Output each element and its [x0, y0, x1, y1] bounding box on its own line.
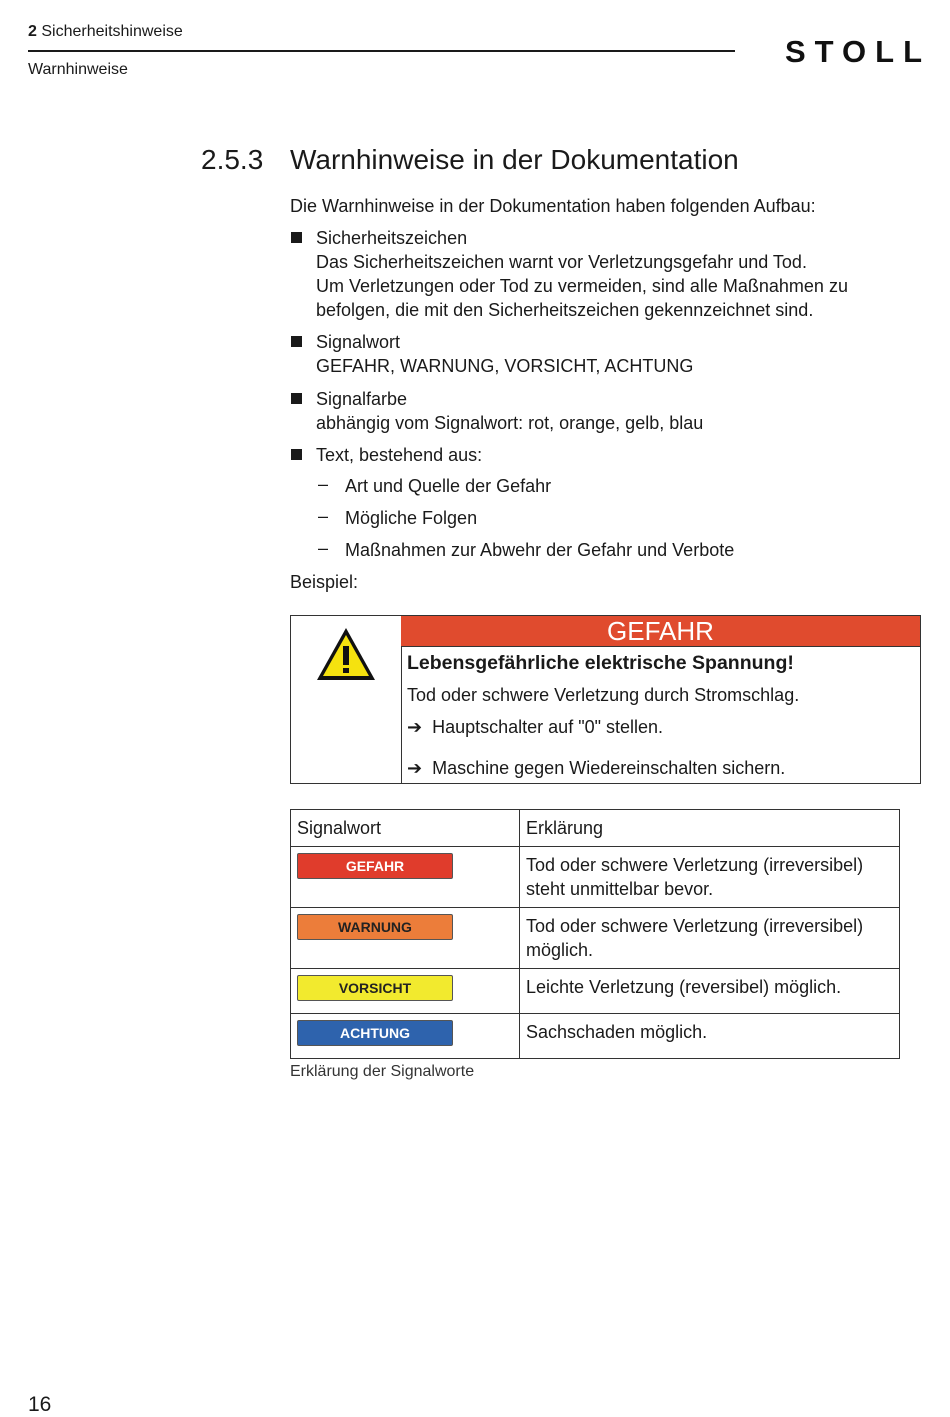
subitem: Mögliche Folgen — [345, 508, 478, 528]
arrow-right-icon: ➔ — [407, 717, 423, 737]
explanation-line: Leichte Verletzung (reversibel) möglich. — [526, 977, 842, 997]
chapter-title: Sicherheitshinweise — [41, 23, 183, 40]
table-header-row — [291, 810, 900, 847]
explanation-cell — [520, 969, 900, 1014]
bullet-line: befolgen, die mit den Sicherheitszeichen gekennzeichnet sind. — [316, 300, 814, 320]
explanation-line: Tod oder schwere Verletzung (irreversibel) — [526, 855, 864, 875]
table-row — [291, 969, 900, 1014]
signal-word-table — [290, 809, 900, 1059]
explanation-cell — [520, 1014, 900, 1059]
explanation-cell — [520, 847, 900, 908]
bullet-line: abhängig vom Signalwort: rot, orange, gelb, blau — [316, 413, 704, 433]
subitem: Art und Quelle der Gefahr — [345, 476, 552, 496]
bullet-title: Text, bestehend aus: — [316, 445, 483, 465]
bullet-square-icon — [291, 449, 302, 460]
section-title: Warnhinweise in der Dokumentation — [290, 144, 739, 175]
dash-icon: – — [318, 474, 329, 494]
bullet-text — [316, 443, 896, 467]
signal-badge-achtung: ACHTUNG — [297, 1020, 453, 1046]
warning-consequence: Tod oder schwere Verletzung durch Stromschlag. — [407, 685, 800, 705]
signal-badge-vorsicht: VORSICHT — [297, 975, 453, 1001]
dash-icon: – — [318, 506, 329, 526]
warning-box — [290, 615, 921, 784]
dash-icon: – — [318, 538, 329, 558]
bullet-line: Das Sicherheitszeichen warnt vor Verletzungsgefahr und Tod. — [316, 252, 807, 272]
signal-cell — [291, 847, 520, 908]
chapter-number: 2 — [28, 23, 37, 40]
signal-cell — [291, 908, 520, 969]
bullet-square-icon — [291, 393, 302, 404]
signal-cell — [291, 969, 520, 1014]
warning-action — [407, 758, 785, 779]
column-header: Erklärung — [520, 810, 900, 847]
table-row — [291, 908, 900, 969]
bullet-title: Signalfarbe — [316, 389, 408, 409]
intro-text: Die Warnhinweise in der Dokumentation haben folgenden Aufbau: — [290, 196, 816, 216]
bullet-line: Um Verletzungen oder Tod zu vermeiden, sind alle Maßnahmen zu — [316, 276, 848, 296]
warning-signal-word: GEFAHR — [401, 616, 920, 647]
bullet-signal-word — [316, 330, 896, 378]
arrow-right-icon: ➔ — [407, 758, 423, 778]
explanation-line: steht unmittelbar bevor. — [526, 879, 714, 899]
signal-badge-warnung: WARNUNG — [297, 914, 453, 940]
warning-action — [407, 717, 663, 738]
header-subtitle: Warnhinweise — [28, 61, 128, 78]
stoll-logo: STOLL — [785, 34, 932, 69]
table-row — [291, 847, 900, 908]
bullet-safety-sign — [316, 226, 896, 322]
section-number: 2.5.3 — [201, 144, 264, 175]
warning-icon-cell — [291, 616, 402, 783]
bullet-square-icon — [291, 336, 302, 347]
signal-badge-gefahr: GEFAHR — [297, 853, 453, 879]
header-rule — [28, 50, 735, 52]
chapter-header — [28, 23, 183, 41]
example-label: Beispiel: — [290, 572, 359, 592]
explanation-line: möglich. — [526, 940, 594, 960]
warning-headline: Lebensgefährliche elektrische Spannung! — [407, 652, 794, 674]
warning-triangle-icon — [315, 626, 377, 682]
page-number: 16 — [28, 1393, 52, 1416]
table-caption: Erklärung der Signalworte — [290, 1063, 475, 1080]
bullet-line: GEFAHR, WARNUNG, VORSICHT, ACHTUNG — [316, 356, 694, 376]
column-header: Signalwort — [291, 810, 520, 847]
bullet-square-icon — [291, 232, 302, 243]
bullet-signal-color — [316, 387, 896, 435]
explanation-line: Tod oder schwere Verletzung (irreversibel) — [526, 916, 864, 936]
table-row — [291, 1014, 900, 1059]
signal-cell — [291, 1014, 520, 1059]
subitem: Maßnahmen zur Abwehr der Gefahr und Verbote — [345, 540, 735, 560]
bullet-title: Sicherheitszeichen — [316, 228, 468, 248]
bullet-title: Signalwort — [316, 332, 401, 352]
action-text: Maschine gegen Wiedereinschalten sichern. — [432, 758, 786, 778]
explanation-line: Sachschaden möglich. — [526, 1022, 708, 1042]
action-text: Hauptschalter auf "0" stellen. — [432, 717, 664, 737]
explanation-cell — [520, 908, 900, 969]
